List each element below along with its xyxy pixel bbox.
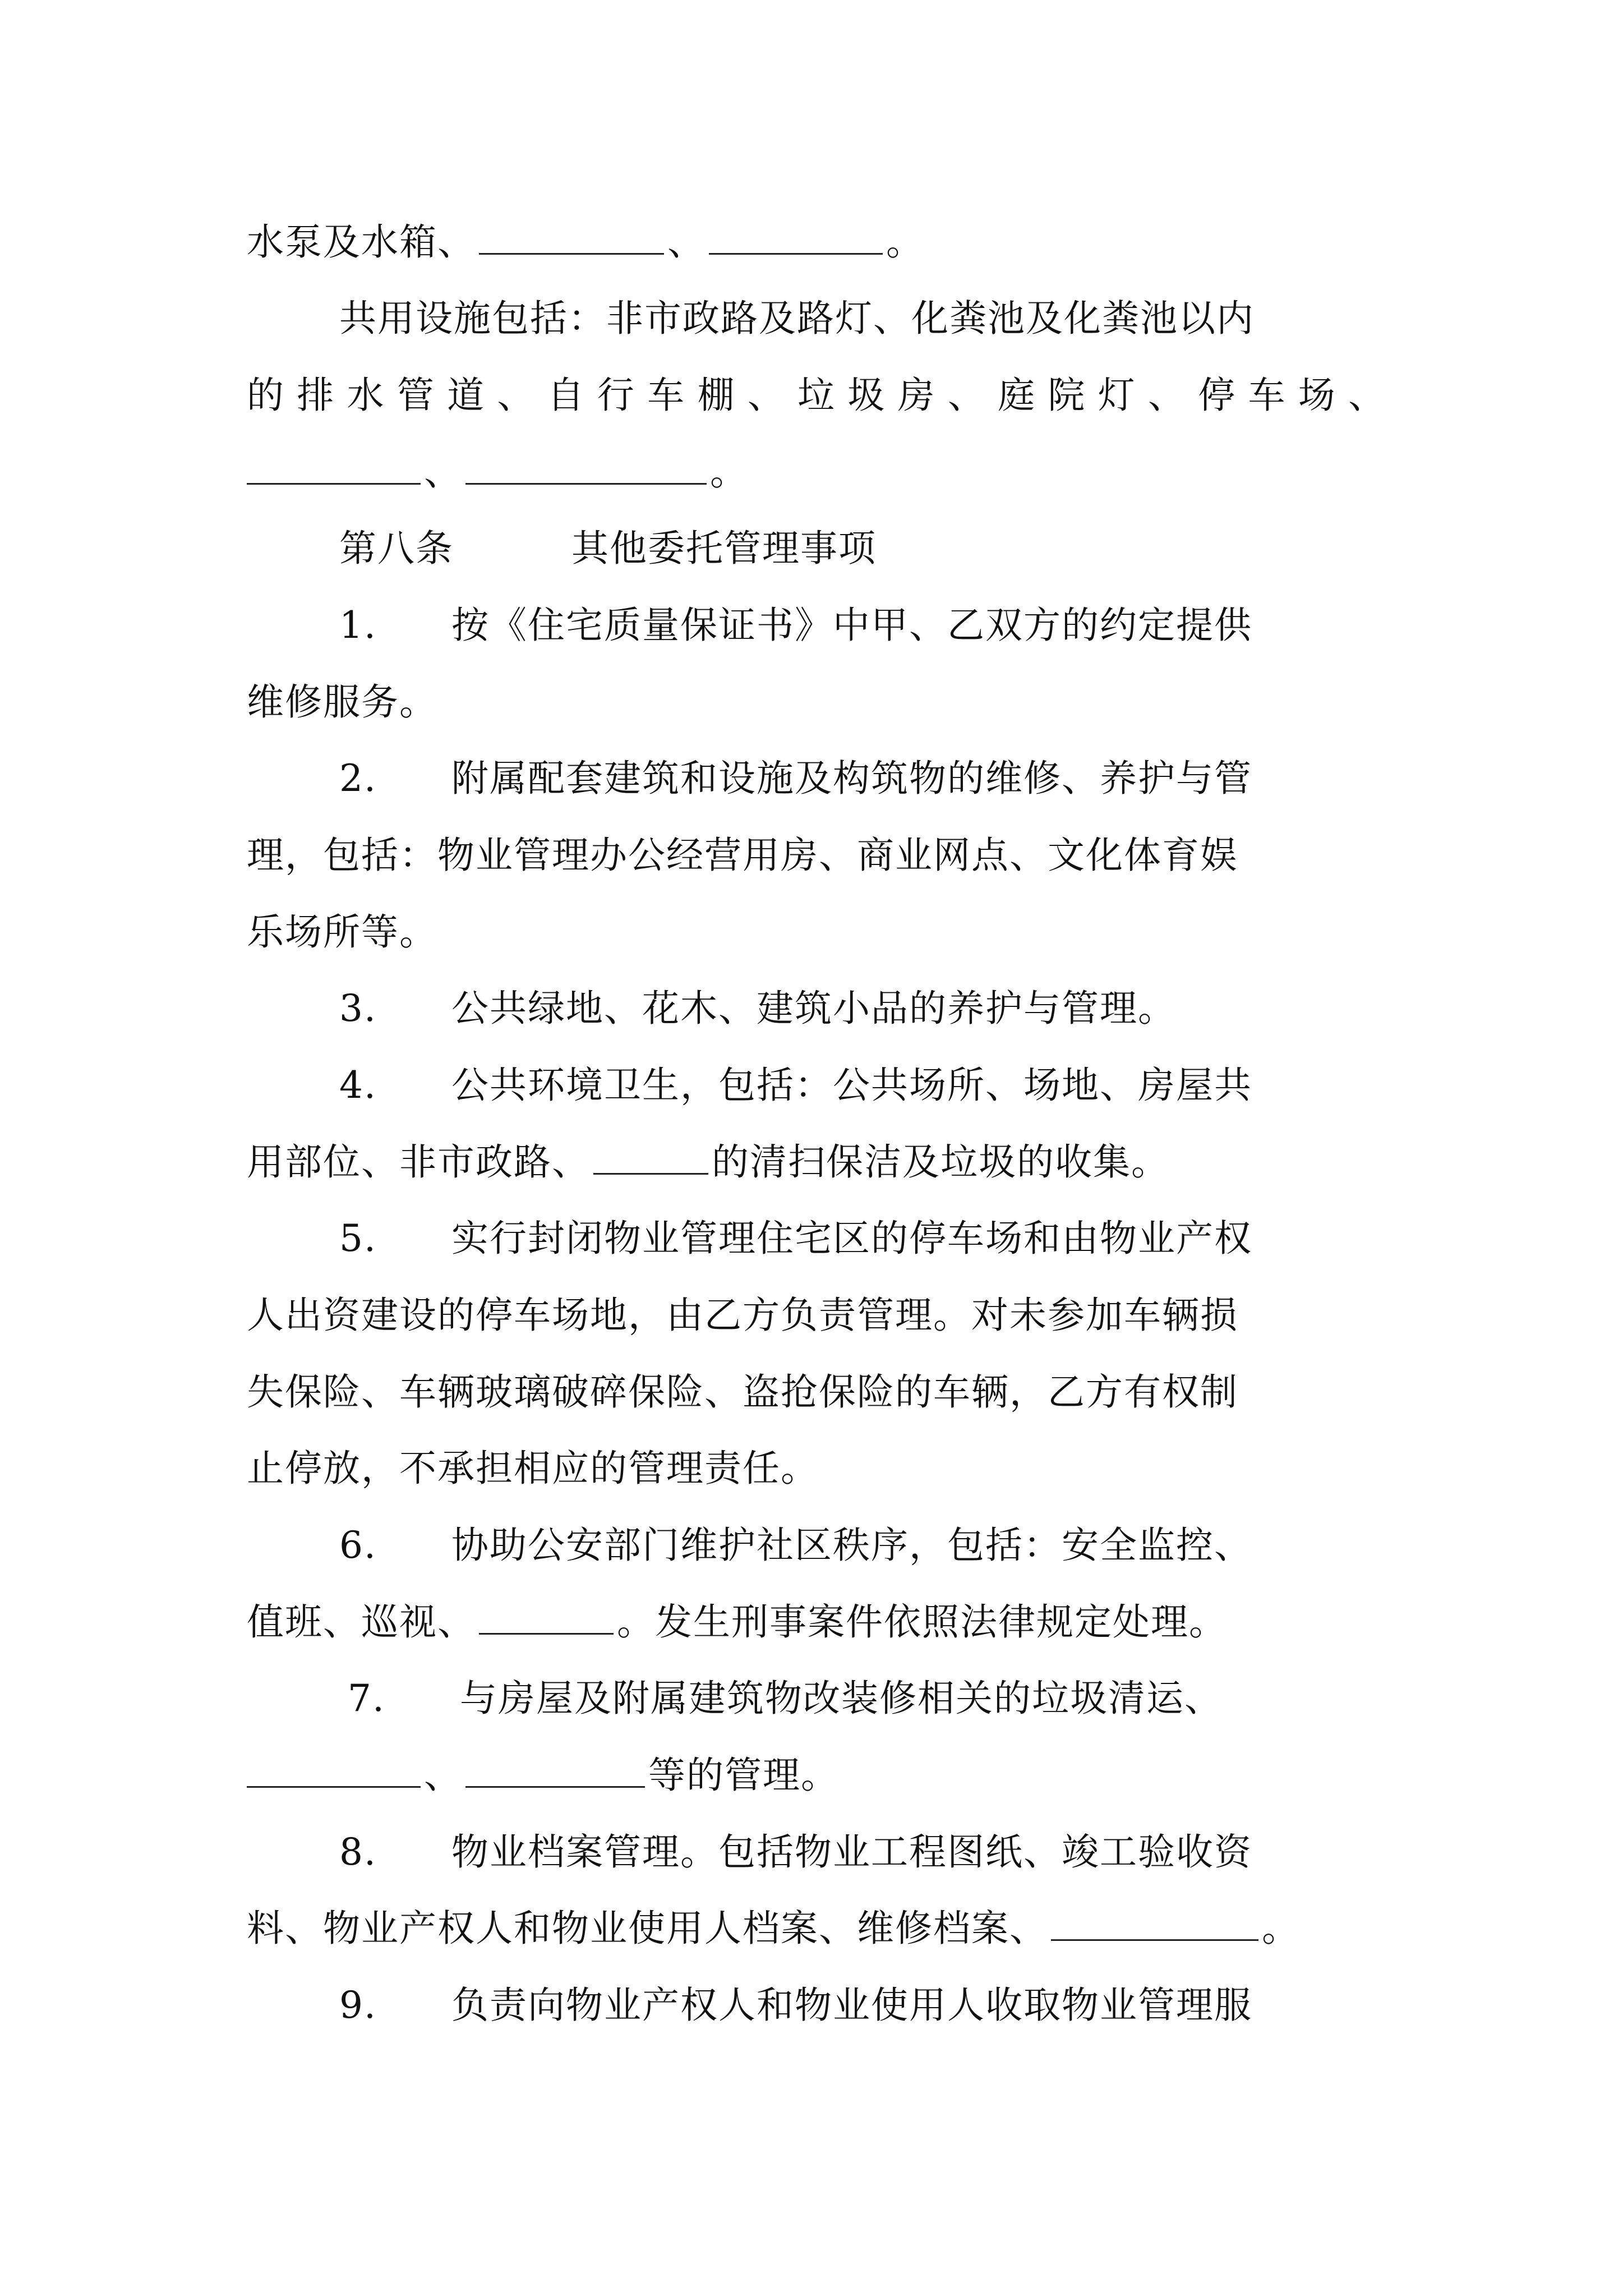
fill-blank[interactable]: [479, 222, 664, 255]
text-fragment: 的排水管道、自行车棚、垃圾房、庭院灯、停车场、: [247, 374, 1385, 417]
text-fragment: 、: [667, 220, 706, 264]
list-item: [339, 603, 1252, 648]
text-fragment: 料、物业产权人和物业使用人档案、维修档案、: [247, 1907, 1048, 1950]
article-heading: [339, 526, 877, 571]
text-fragment: 附属配套建筑和设施及构筑物的维修、养护与管: [451, 757, 1252, 800]
list-item: [339, 1063, 1252, 1108]
text-fragment: 失保险、车辆玻璃破碎保险、盗抢保险的车辆，乙方有权制: [247, 1370, 1238, 1414]
text-fragment: 与房屋及附属建筑物改装修相关的垃圾清运、: [460, 1677, 1223, 1720]
article-title: 其他委托管理事项: [571, 527, 877, 570]
text-fragment: 按《住宅质量保证书》中甲、乙双方的约定提供: [451, 604, 1252, 647]
text-fragment: 理，包括：物业管理办公经营用房、商业网点、文化体育娱: [247, 834, 1238, 877]
text-fragment: 物业档案管理。包括物业工程图纸、竣工验收资: [451, 1830, 1252, 1874]
text-line: [339, 296, 1255, 341]
article-label: 第八条: [339, 527, 454, 570]
list-item: [339, 986, 1176, 1031]
item-number: 2.: [339, 757, 377, 800]
text-line: [247, 373, 1385, 418]
list-item: [339, 756, 1252, 801]
text-line: [247, 910, 437, 955]
text-fragment: 。: [886, 220, 924, 264]
fill-blank[interactable]: [593, 1142, 708, 1175]
text-line: [247, 450, 748, 495]
text-line: [247, 680, 437, 725]
text-fragment: 、: [424, 1754, 462, 1797]
list-item: [339, 1523, 1252, 1568]
item-number: 9.: [339, 1984, 377, 2027]
text-line: [247, 1906, 1300, 1951]
text-fragment: 水泵及水箱、: [247, 220, 476, 264]
fill-blank[interactable]: [247, 1755, 421, 1788]
item-number: 3.: [339, 987, 377, 1030]
text-fragment: 人出资建设的停车场地，由乙方负责管理。对未参加车辆损: [247, 1294, 1238, 1337]
text-fragment: 用部位、非市政路、: [247, 1140, 590, 1184]
text-line: [247, 1140, 1169, 1185]
item-number: 7.: [348, 1677, 385, 1720]
text-line: [247, 1293, 1238, 1338]
item-number: 5.: [339, 1217, 377, 1260]
list-item: [339, 1830, 1252, 1875]
fill-blank[interactable]: [465, 452, 707, 485]
item-number: 4.: [339, 1064, 377, 1107]
text-line: [247, 1370, 1238, 1415]
text-fragment: 实行封闭物业管理住宅区的停车场和由物业产权: [451, 1217, 1252, 1260]
fill-blank[interactable]: [247, 452, 421, 485]
fill-blank[interactable]: [465, 1755, 645, 1788]
fill-blank[interactable]: [709, 222, 883, 255]
list-item: [339, 1216, 1252, 1261]
text-line: [247, 220, 924, 265]
text-fragment: 负责向物业产权人和物业使用人收取物业管理服: [451, 1984, 1252, 2027]
text-fragment: 。发生刑事案件依照法律规定处理。: [617, 1600, 1227, 1644]
text-line: [247, 1600, 1227, 1645]
text-fragment: 。: [710, 450, 748, 494]
text-fragment: 维修服务。: [247, 680, 437, 724]
text-fragment: 公共环境卫生，包括：公共场所、场地、房屋共: [451, 1064, 1252, 1107]
fill-blank[interactable]: [479, 1602, 614, 1635]
list-item: [348, 1676, 1223, 1721]
text-line: [247, 1446, 819, 1491]
fill-blank[interactable]: [1051, 1908, 1258, 1941]
text-fragment: 等的管理。: [648, 1754, 839, 1797]
text-fragment: 共用设施包括：非市政路及路灯、化粪池及化粪池以内: [339, 297, 1255, 340]
text-fragment: 公共绿地、花木、建筑小品的养护与管理。: [451, 987, 1176, 1030]
item-number: 6.: [339, 1524, 377, 1567]
text-line: [247, 1753, 839, 1798]
text-line: [247, 833, 1238, 878]
text-fragment: 。: [1262, 1907, 1300, 1950]
text-fragment: 值班、巡视、: [247, 1600, 476, 1644]
text-fragment: 的清扫保洁及垃圾的收集。: [712, 1140, 1169, 1184]
text-fragment: 、: [424, 450, 462, 494]
list-item: [339, 1983, 1252, 2028]
text-fragment: 止停放，不承担相应的管理责任。: [247, 1447, 819, 1490]
text-fragment: 乐场所等。: [247, 910, 437, 954]
item-number: 8.: [339, 1830, 377, 1874]
text-fragment: 协助公安部门维护社区秩序，包括：安全监控、: [451, 1524, 1252, 1567]
item-number: 1.: [339, 604, 377, 647]
